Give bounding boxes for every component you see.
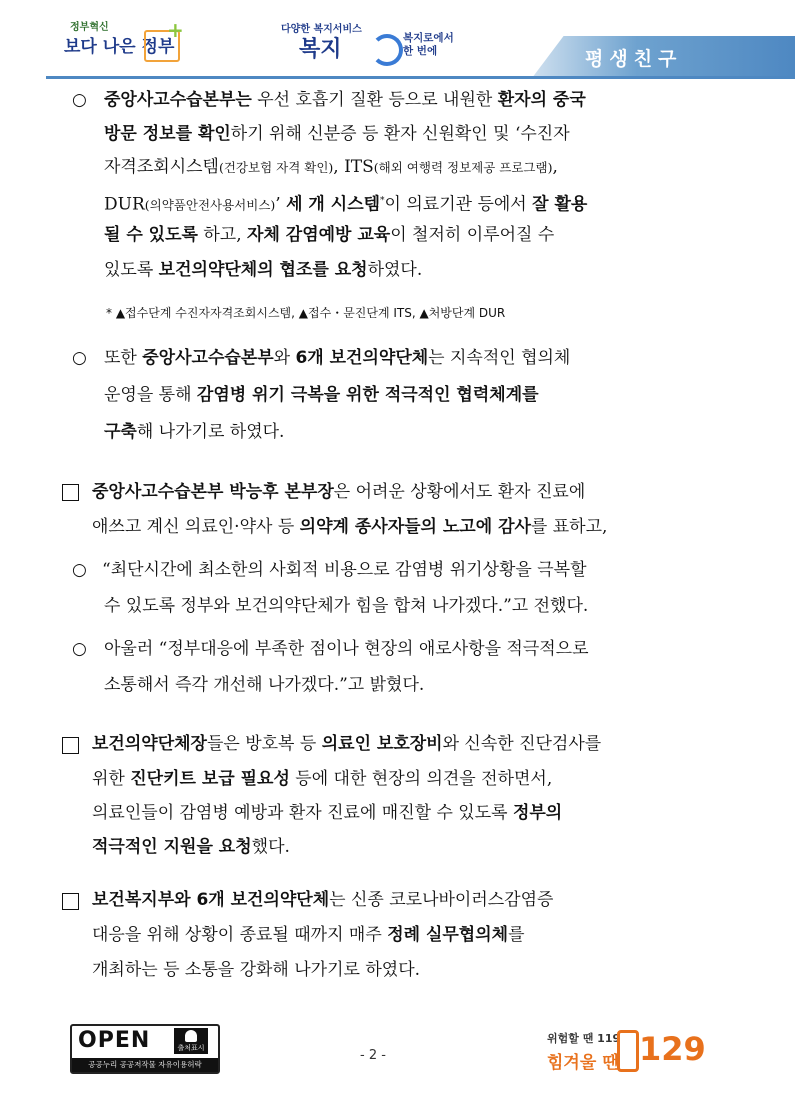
text-line: 수 있도록 정부와 보건의약단체가 힘을 합쳐 나가겠다.”고 전했다. <box>104 596 589 616</box>
text-line: 구축해 나가기로 하였다. <box>104 422 285 442</box>
text-line: 대응을 위해 상황이 종료될 때까지 매주 정례 실무협의체를 <box>92 925 525 945</box>
text-line: 적극적인 지원을 요청했다. <box>92 837 290 857</box>
bokjiro-tagline: 다양한 복지서비스 <box>281 24 362 35</box>
text-line: 아울러 “정부대응에 부족한 점이나 현장의 애로사항을 적극적으로 <box>104 639 589 659</box>
gov-logo-small-text: 정부혁신 <box>70 22 109 33</box>
text-line: 의료인들이 감염병 예방과 환자 진료에 매진할 수 있도록 정부의 <box>92 803 563 823</box>
person-icon <box>185 1030 197 1042</box>
text-line: DUR(의약품안전사용서비스)’ 세 개 시스템*이 의료기관 등에서 잘 활용 <box>104 194 588 215</box>
government-innovation-logo <box>64 16 184 68</box>
bokjiro-logo <box>275 20 465 66</box>
text-line: 애쓰고 계신 의료인·약사 등 의약계 종사자들의 노고에 감사를 표하고, <box>92 517 608 537</box>
text-line: 중앙사고수습본부 박능후 본부장은 어려운 상황에서도 환자 진료에 <box>92 482 586 502</box>
header-divider <box>46 76 795 79</box>
bokjiro-wordmark: 복지 <box>299 37 342 62</box>
hotline-number: 129 <box>639 1030 706 1068</box>
banner-title: 평생친구 <box>585 48 683 70</box>
open-wordmark: OPEN <box>78 1028 151 1053</box>
circle-bullet: ○ <box>72 639 87 659</box>
footnote: * ▲접수단계 수진자자격조회시스템, ▲접수・문진단계 ITS, ▲처방단계 DUR <box>106 306 506 320</box>
text-line: 될 수 있도록 하고, 자체 감염예방 교육이 철저히 이루어질 수 <box>104 225 555 245</box>
text-line: “최단시간에 최소한의 사회적 비용으로 감염병 위기상황을 극복할 <box>102 560 587 580</box>
hotline-top-text: 위험할 땐 119 <box>547 1032 621 1045</box>
circle-bullet: ○ <box>72 90 87 110</box>
kogl-open-license-badge <box>70 1024 220 1074</box>
text-line: 위한 진단키트 보급 필요성 등에 대한 현장의 의견을 전하면서, <box>92 769 553 789</box>
page-number: - 2 - <box>360 1048 386 1063</box>
bokjiro-side-text: 복지로에서 한 번에 <box>403 32 454 57</box>
circle-bullet: ○ <box>72 560 87 580</box>
square-bullet <box>62 484 79 501</box>
text-line: 중앙사고수습본부는 우선 호흡기 질환 등으로 내원한 환자의 중국 <box>104 90 586 110</box>
gov-logo-plus-icon: + <box>167 18 184 42</box>
text-line: 또한 중앙사고수습본부와 6개 보건의약단체는 지속적인 협의체 <box>104 348 571 368</box>
hotline-129-logo <box>545 1024 705 1076</box>
attribution-icon: 출처표시 <box>174 1028 208 1054</box>
text-line: 개최하는 등 소통을 강화해 나가기로 하였다. <box>92 960 421 980</box>
circle-bullet: ○ <box>72 348 87 368</box>
bokjiro-arc-icon <box>371 34 403 66</box>
gov-logo-text: 보다 나은 정부 <box>64 37 175 57</box>
text-line: 방문 정보를 확인하기 위해 신분증 등 환자 신원확인 및 ‘수진자 <box>104 124 570 144</box>
text-line: 보건의약단체장들은 방호복 등 의료인 보호장비와 신속한 진단검사를 <box>92 734 602 754</box>
phone-icon <box>617 1030 639 1072</box>
square-bullet <box>62 893 79 910</box>
text-line: 보건복지부와 6개 보건의약단체는 신종 코로나바이러스감염증 <box>92 890 554 910</box>
text-line: 소통해서 즉각 개선해 나가겠다.”고 밝혔다. <box>104 675 425 695</box>
license-caption: 공공누리 공공저작물 자유이용허락 <box>72 1058 218 1072</box>
text-line: 운영을 통해 감염병 위기 극복을 위한 적극적인 협력체계를 <box>104 385 539 405</box>
text-line: 있도록 보건의약단체의 협조를 요청하였다. <box>104 260 423 280</box>
text-line: 자격조회시스템(건강보험 자격 확인), ITS(해외 여행력 정보제공 프로그램), <box>104 157 558 177</box>
hotline-bottom-text: 힘겨울 땐 <box>547 1053 619 1073</box>
square-bullet <box>62 737 79 754</box>
